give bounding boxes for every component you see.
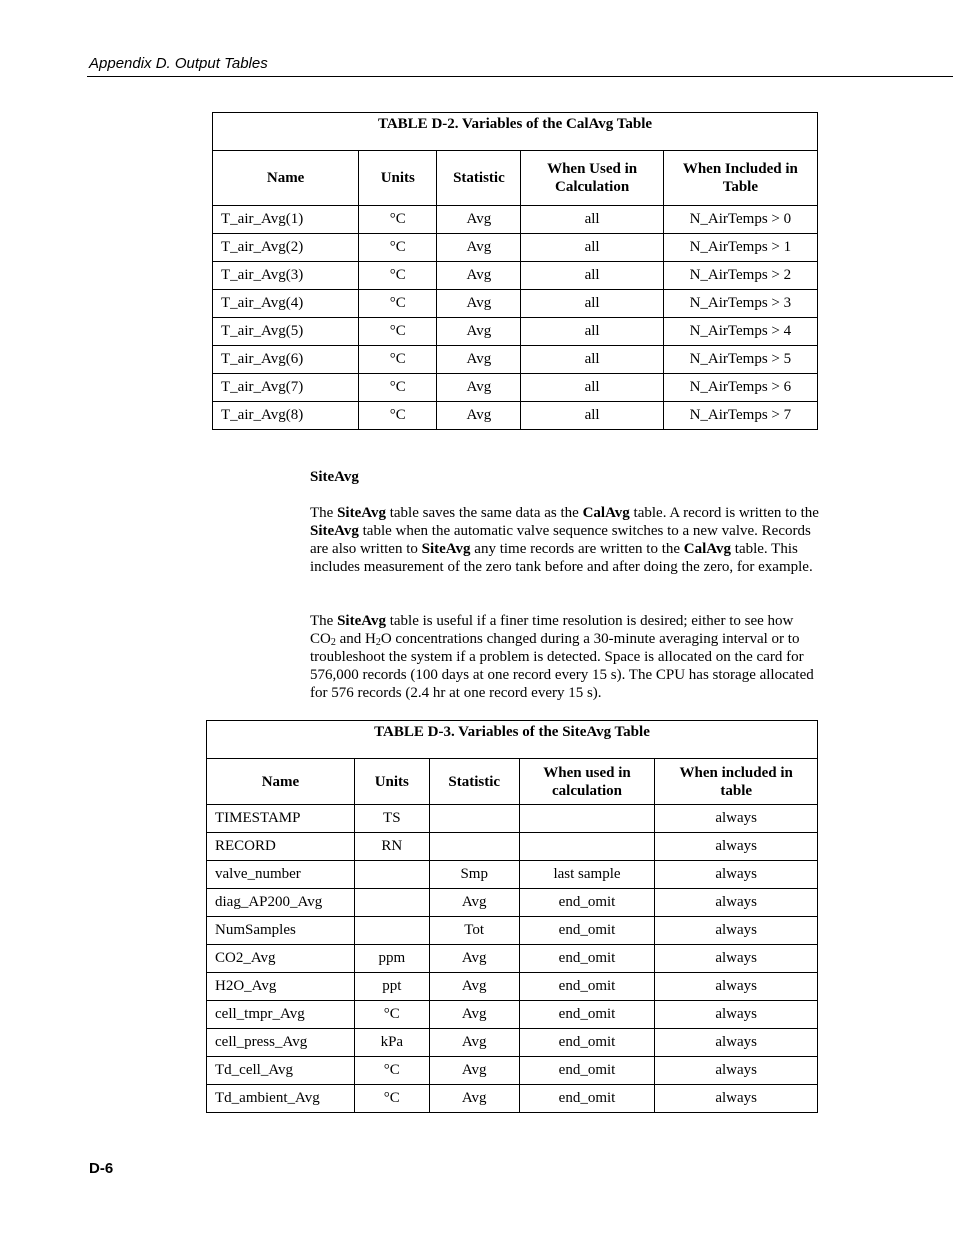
page-header-title: Appendix D. Output Tables [89,55,268,72]
table-cell: Avg [437,318,521,346]
table-cell: T_air_Avg(6) [213,346,359,374]
table-cell: Avg [437,374,521,402]
table-cell: all [521,290,663,318]
table-cell: kPa [354,1029,429,1057]
table-cell [519,833,655,861]
text-run: table is useful if a finer time resolution is desired; either to see how CO [310,613,794,647]
table-cell: Avg [429,1057,519,1085]
table-cell [519,805,655,833]
table-cell: T_air_Avg(4) [213,290,359,318]
text-run: table. This includes measurement of the zero tank before and after doing the zero, for example. [310,541,813,575]
text-run: O concentrations changed during a 30-minute averaging interval or to troubleshoot the system if a problem is detected. Space is allocated on the card for 576,000 records (100 days at one record every 15 s). The CPU has storage allocated for 576 records (2.4 hr at one record every 15 s). [310,631,814,701]
table-cell: all [521,402,663,430]
table-cell: all [521,346,663,374]
table-d2-calavg [212,112,818,430]
table-cell: diag_AP200_Avg [207,889,355,917]
table-cell: °C [359,290,437,318]
column-header: When used in calculation [519,759,655,805]
table-cell: T_air_Avg(2) [213,234,359,262]
paragraph [310,504,820,576]
column-header: Units [354,759,429,805]
table-cell: Avg [429,1029,519,1057]
bold-term: SiteAvg [337,505,386,521]
table-cell: RN [354,833,429,861]
table-caption: TABLE D-2. Variables of the CalAvg Table [213,113,818,151]
table-cell: °C [359,206,437,234]
table-cell: RECORD [207,833,355,861]
table-cell: T_air_Avg(5) [213,318,359,346]
table-row [207,889,818,917]
table-row [207,945,818,973]
table-cell: TIMESTAMP [207,805,355,833]
page-number: D-6 [89,1160,114,1177]
table-cell [429,833,519,861]
table-row [207,1029,818,1057]
table-cell: Avg [429,973,519,1001]
table-cell: TS [354,805,429,833]
paragraph [310,612,820,702]
table-cell: Avg [437,234,521,262]
table-cell: all [521,318,663,346]
table-row [207,1085,818,1113]
table-cell: Avg [429,1001,519,1029]
section-title: SiteAvg [310,469,359,485]
text-run: and H [335,631,376,647]
table-cell: last sample [519,861,655,889]
table-row [213,262,818,290]
table-cell: Tot [429,917,519,945]
table-row [213,234,818,262]
table-cell: °C [354,1001,429,1029]
column-header: Statistic [437,151,521,206]
table-cell: °C [359,374,437,402]
table-cell: Smp [429,861,519,889]
table-cell: Td_cell_Avg [207,1057,355,1085]
table-cell: N_AirTemps > 2 [663,262,817,290]
bold-term: CalAvg [683,541,732,557]
table-cell: °C [359,402,437,430]
column-header: When Included in Table [663,151,817,206]
table-cell: always [655,861,818,889]
table-row [207,917,818,945]
table-cell: ppt [354,973,429,1001]
table-cell: ppm [354,945,429,973]
text-run: any time records are written to the [470,541,684,557]
column-header: Name [207,759,355,805]
table-cell: T_air_Avg(1) [213,206,359,234]
column-header: Name [213,151,359,206]
table-cell: always [655,1029,818,1057]
bold-term: SiteAvg [421,541,471,557]
subscript: 2 [330,637,336,648]
table-cell: end_omit [519,1001,655,1029]
table-cell: cell_press_Avg [207,1029,355,1057]
table-cell: NumSamples [207,917,355,945]
table-cell: N_AirTemps > 5 [663,346,817,374]
table-cell: always [655,1057,818,1085]
table-cell: Avg [437,262,521,290]
table-cell: always [655,1085,818,1113]
table-cell [354,917,429,945]
table-cell: °C [359,262,437,290]
table-cell: °C [354,1057,429,1085]
table-cell: end_omit [519,1057,655,1085]
bold-term: SiteAvg [337,613,386,629]
table-cell: N_AirTemps > 7 [663,402,817,430]
table-cell: N_AirTemps > 6 [663,374,817,402]
table-cell: end_omit [519,1085,655,1113]
table-cell: always [655,889,818,917]
table-cell: CO2_Avg [207,945,355,973]
table-cell: °C [359,346,437,374]
table-cell: always [655,805,818,833]
text-run: table when the automatic valve sequence switches to a new valve. Records are also written to [310,523,811,557]
column-header: When included in table [655,759,818,805]
table-cell: °C [359,318,437,346]
table-cell: always [655,973,818,1001]
table-cell: always [655,1001,818,1029]
table-cell: °C [354,1085,429,1113]
table-cell: end_omit [519,973,655,1001]
table-cell: Td_ambient_Avg [207,1085,355,1113]
table-cell: always [655,833,818,861]
text-run: table saves the same data as the [385,505,583,521]
table-cell: all [521,234,663,262]
table-cell: T_air_Avg(8) [213,402,359,430]
table-cell: all [521,262,663,290]
table-cell: Avg [429,1085,519,1113]
table-cell [429,805,519,833]
subscript: 2 [375,637,381,648]
column-header: When Used in Calculation [521,151,663,206]
table-cell: Avg [437,290,521,318]
table-cell: T_air_Avg(7) [213,374,359,402]
table-row [207,1001,818,1029]
table-cell: always [655,945,818,973]
table-cell: H2O_Avg [207,973,355,1001]
column-header: Units [359,151,437,206]
table-cell: N_AirTemps > 0 [663,206,817,234]
table-cell: end_omit [519,917,655,945]
table-cell: T_air_Avg(3) [213,262,359,290]
table-row [207,861,818,889]
bold-term: SiteAvg [310,523,359,539]
table-row [213,402,818,430]
table-cell: always [655,917,818,945]
table-cell: °C [359,234,437,262]
table-cell: end_omit [519,945,655,973]
text-run: table. A record is written to the [629,505,819,521]
table-row [207,833,818,861]
table-cell: end_omit [519,889,655,917]
table-row [213,290,818,318]
table-cell: Avg [429,889,519,917]
column-header: Statistic [429,759,519,805]
table-cell: N_AirTemps > 1 [663,234,817,262]
text-run: The [310,613,338,629]
table-row [213,206,818,234]
table-cell: end_omit [519,1029,655,1057]
table-cell: Avg [429,945,519,973]
table-row [207,1057,818,1085]
table-caption: TABLE D-3. Variables of the SiteAvg Table [207,721,818,759]
table-cell: N_AirTemps > 4 [663,318,817,346]
bold-term: CalAvg [582,505,630,521]
text-run: The [310,505,338,521]
table-cell: Avg [437,346,521,374]
table-row [207,805,818,833]
table-cell [354,889,429,917]
table-cell: all [521,206,663,234]
table-cell: Avg [437,402,521,430]
table-row [213,346,818,374]
header-rule [87,76,953,77]
table-cell [354,861,429,889]
table-cell: all [521,374,663,402]
table-cell: valve_number [207,861,355,889]
table-row [213,374,818,402]
table-cell: N_AirTemps > 3 [663,290,817,318]
table-d3-siteavg [206,720,818,1113]
table-cell: Avg [437,206,521,234]
table-cell: cell_tmpr_Avg [207,1001,355,1029]
table-row [207,973,818,1001]
table-row [213,318,818,346]
